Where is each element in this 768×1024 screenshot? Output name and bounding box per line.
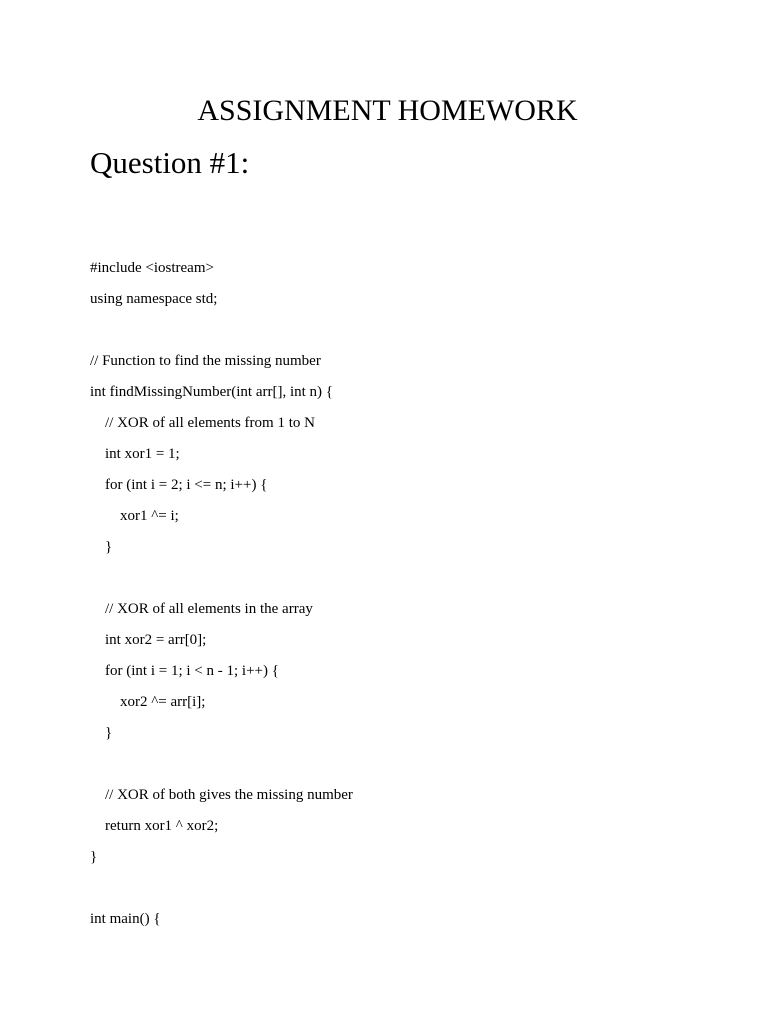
code-line: int xor2 = arr[0]; xyxy=(90,632,207,648)
code-line: // XOR of both gives the missing number xyxy=(90,787,353,803)
code-line: for (int i = 1; i < n - 1; i++) { xyxy=(90,663,279,679)
code-line xyxy=(90,876,730,907)
question-heading: Question #1: xyxy=(90,145,250,180)
document-title: ASSIGNMENT HOMEWORK xyxy=(197,94,578,127)
code-line: using namespace std; xyxy=(90,291,218,307)
code-block xyxy=(90,256,730,938)
code-line xyxy=(90,566,730,597)
code-line: xor1 ^= i; xyxy=(90,508,179,524)
code-line: #include <iostream> xyxy=(90,260,214,276)
code-line: } xyxy=(90,849,98,865)
code-line: // XOR of all elements in the array xyxy=(90,601,313,617)
code-line: // XOR of all elements from 1 to N xyxy=(90,415,315,431)
code-line: return xor1 ^ xor2; xyxy=(90,818,219,834)
code-line: } xyxy=(90,725,113,741)
code-line: int main() { xyxy=(90,911,161,927)
code-line: int xor1 = 1; xyxy=(90,446,180,462)
code-line: // Function to find the missing number xyxy=(90,353,321,369)
code-line: for (int i = 2; i <= n; i++) { xyxy=(90,477,268,493)
code-line: int findMissingNumber(int arr[], int n) { xyxy=(90,384,333,400)
code-line: xor2 ^= arr[i]; xyxy=(90,694,206,710)
code-line: } xyxy=(90,539,113,555)
code-line xyxy=(90,752,730,783)
code-line xyxy=(90,318,730,349)
